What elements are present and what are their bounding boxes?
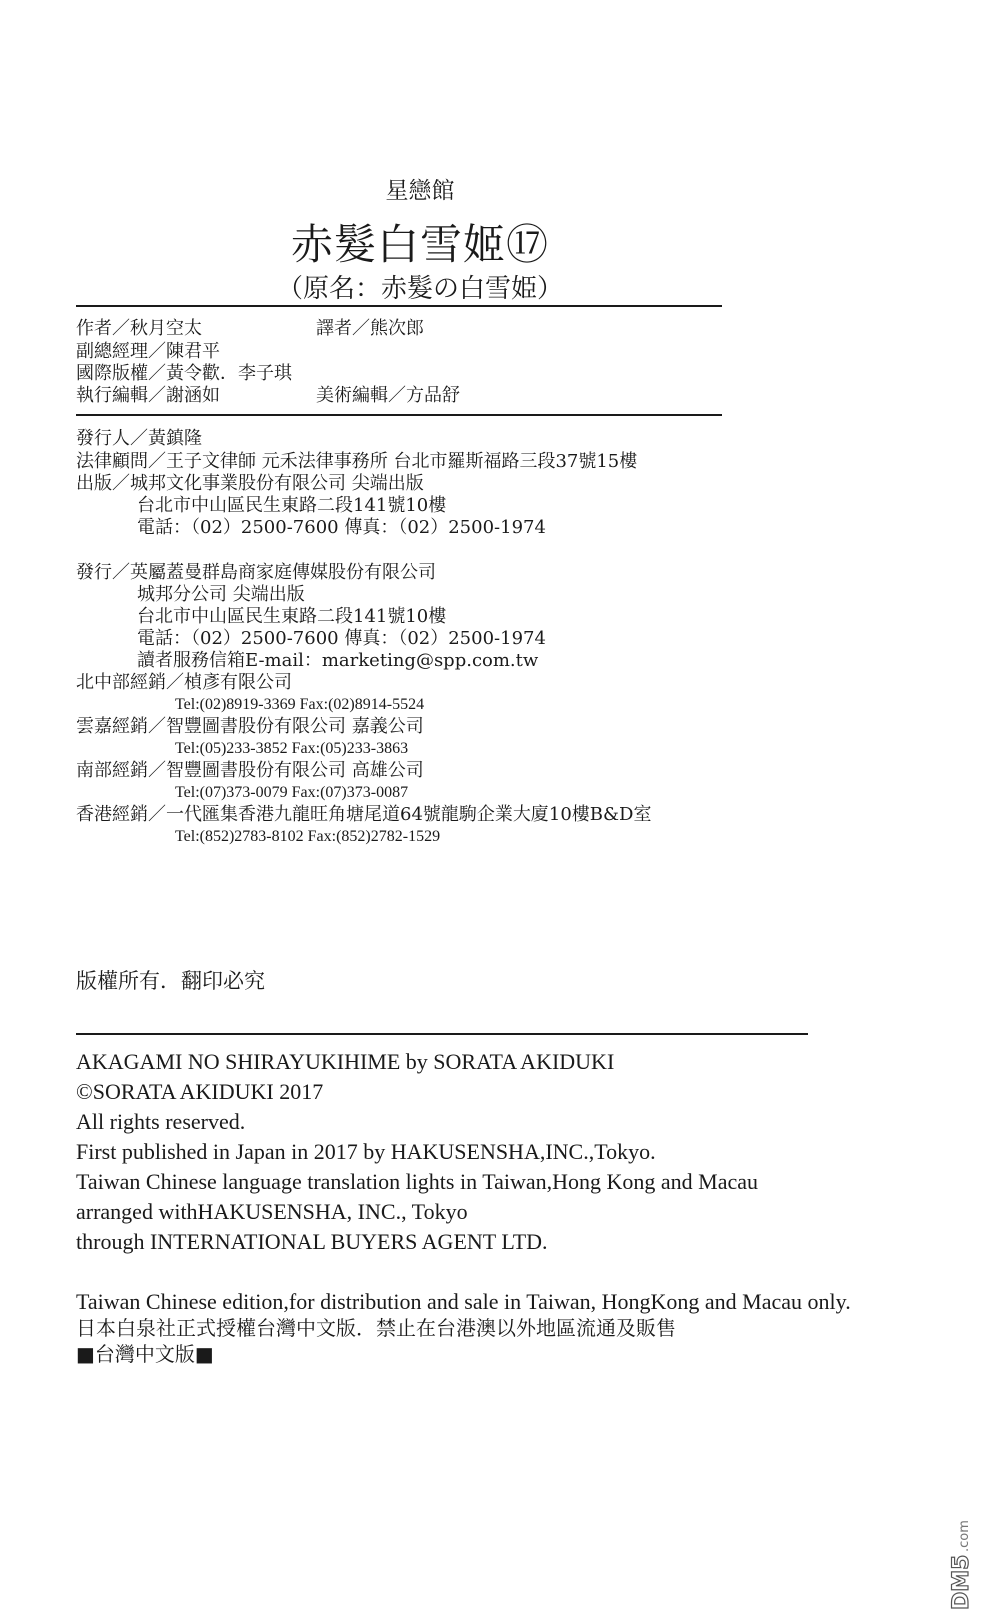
english-line-2: ©SORATA AKIDUKI 2017 xyxy=(76,1079,324,1104)
english-line-7: through INTERNATIONAL BUYERS AGENT LTD. xyxy=(76,1229,548,1254)
publisher-address: 台北市中山區民生東路二段141號10樓 xyxy=(137,495,447,516)
english-line-3: All rights reserved. xyxy=(76,1109,246,1134)
distributor-phone: 電話：（02）2500-7600 傳真：（02）2500-1974 xyxy=(137,628,546,649)
hk-distributor: 香港經銷／一代匯集香港九龍旺角塘尾道64號龍駒企業大廈10樓B&D室 xyxy=(76,804,652,825)
publisher-name: 星戀館 xyxy=(385,178,455,204)
publisher-phone: 電話：（02）2500-7600 傳真：（02）2500-1974 xyxy=(137,517,546,538)
english-line-4: First published in Japan in 2017 by HAKUSENSHA,INC.,Tokyo. xyxy=(76,1139,656,1164)
svg-text:DM5: DM5 xyxy=(949,1554,974,1610)
service-email: 讀者服務信箱E-mail：marketing@spp.com.tw xyxy=(137,650,539,671)
hk-tel: Tel:(852)2783-8102 Fax:(852)2782-1529 xyxy=(175,828,441,845)
legal-line: 法律顧問／王子文律師 元禾法律事務所 台北市羅斯福路三段37號15樓 xyxy=(76,451,638,472)
english-line-1: AKAGAMI NO SHIRAYUKIHIME by SORATA AKIDUKI xyxy=(76,1049,615,1074)
divider-middle xyxy=(76,414,722,416)
chiayi-tel: Tel:(05)233-3852 Fax:(05)233-3863 xyxy=(175,740,409,757)
divider-top xyxy=(76,305,722,307)
english-line-6: arranged withHAKUSENSHA, INC., Tokyo xyxy=(76,1199,468,1224)
book-title: 赤髮白雪姬⑰ xyxy=(290,220,549,269)
chiayi-distributor: 雲嘉經銷／智豐圖書股份有限公司 嘉義公司 xyxy=(76,716,424,737)
exec-editor-credit: 執行編輯／謝涵如 xyxy=(76,385,220,406)
distributor-line: 發行／英屬蓋曼群島商家庭傳媒股份有限公司 xyxy=(76,562,436,583)
issuer-line: 發行人／黃鎮隆 xyxy=(76,428,202,449)
south-tel: Tel:(07)373-0079 Fax:(07)373-0087 xyxy=(175,784,409,801)
rights-credit: 國際版權／黃令歡．李子琪 xyxy=(76,363,292,384)
watermark-logo xyxy=(940,1480,980,1615)
english-line-5: Taiwan Chinese language translation lights in Taiwan,Hong Kong and Macau xyxy=(76,1169,759,1194)
english-line-8: Taiwan Chinese edition,for distribution and sale in Taiwan, HongKong and Macau only. xyxy=(76,1289,851,1314)
branch-line: 城邦分公司 尖端出版 xyxy=(137,584,305,605)
distributor-address: 台北市中山區民生東路二段141號10樓 xyxy=(137,606,447,627)
edition-label: ■台灣中文版■ xyxy=(76,1342,214,1366)
south-distributor: 南部經銷／智豐圖書股份有限公司 高雄公司 xyxy=(76,760,424,781)
art-editor-credit: 美術編輯／方品舒 xyxy=(316,385,460,406)
deputy-manager-credit: 副總經理／陳君平 xyxy=(76,341,220,362)
divider-bottom xyxy=(76,1033,808,1035)
north-distributor: 北中部經銷／楨彥有限公司 xyxy=(76,672,292,693)
original-title: （原名：赤髮の白雪姫） xyxy=(276,274,563,304)
publisher-line: 出版／城邦文化事業股份有限公司 尖端出版 xyxy=(76,473,424,494)
author-credit: 作者／秋月空太 xyxy=(76,318,202,339)
copyright-notice: 版權所有．翻印必究 xyxy=(76,969,265,993)
translator-credit: 譯者／熊次郎 xyxy=(316,318,424,339)
svg-text:.com: .com xyxy=(957,1520,972,1552)
north-tel: Tel:(02)8919-3369 Fax:(02)8914-5524 xyxy=(175,696,425,713)
distribution-restriction: 日本白泉社正式授權台灣中文版．禁止在台港澳以外地區流通及販售 xyxy=(76,1316,676,1340)
